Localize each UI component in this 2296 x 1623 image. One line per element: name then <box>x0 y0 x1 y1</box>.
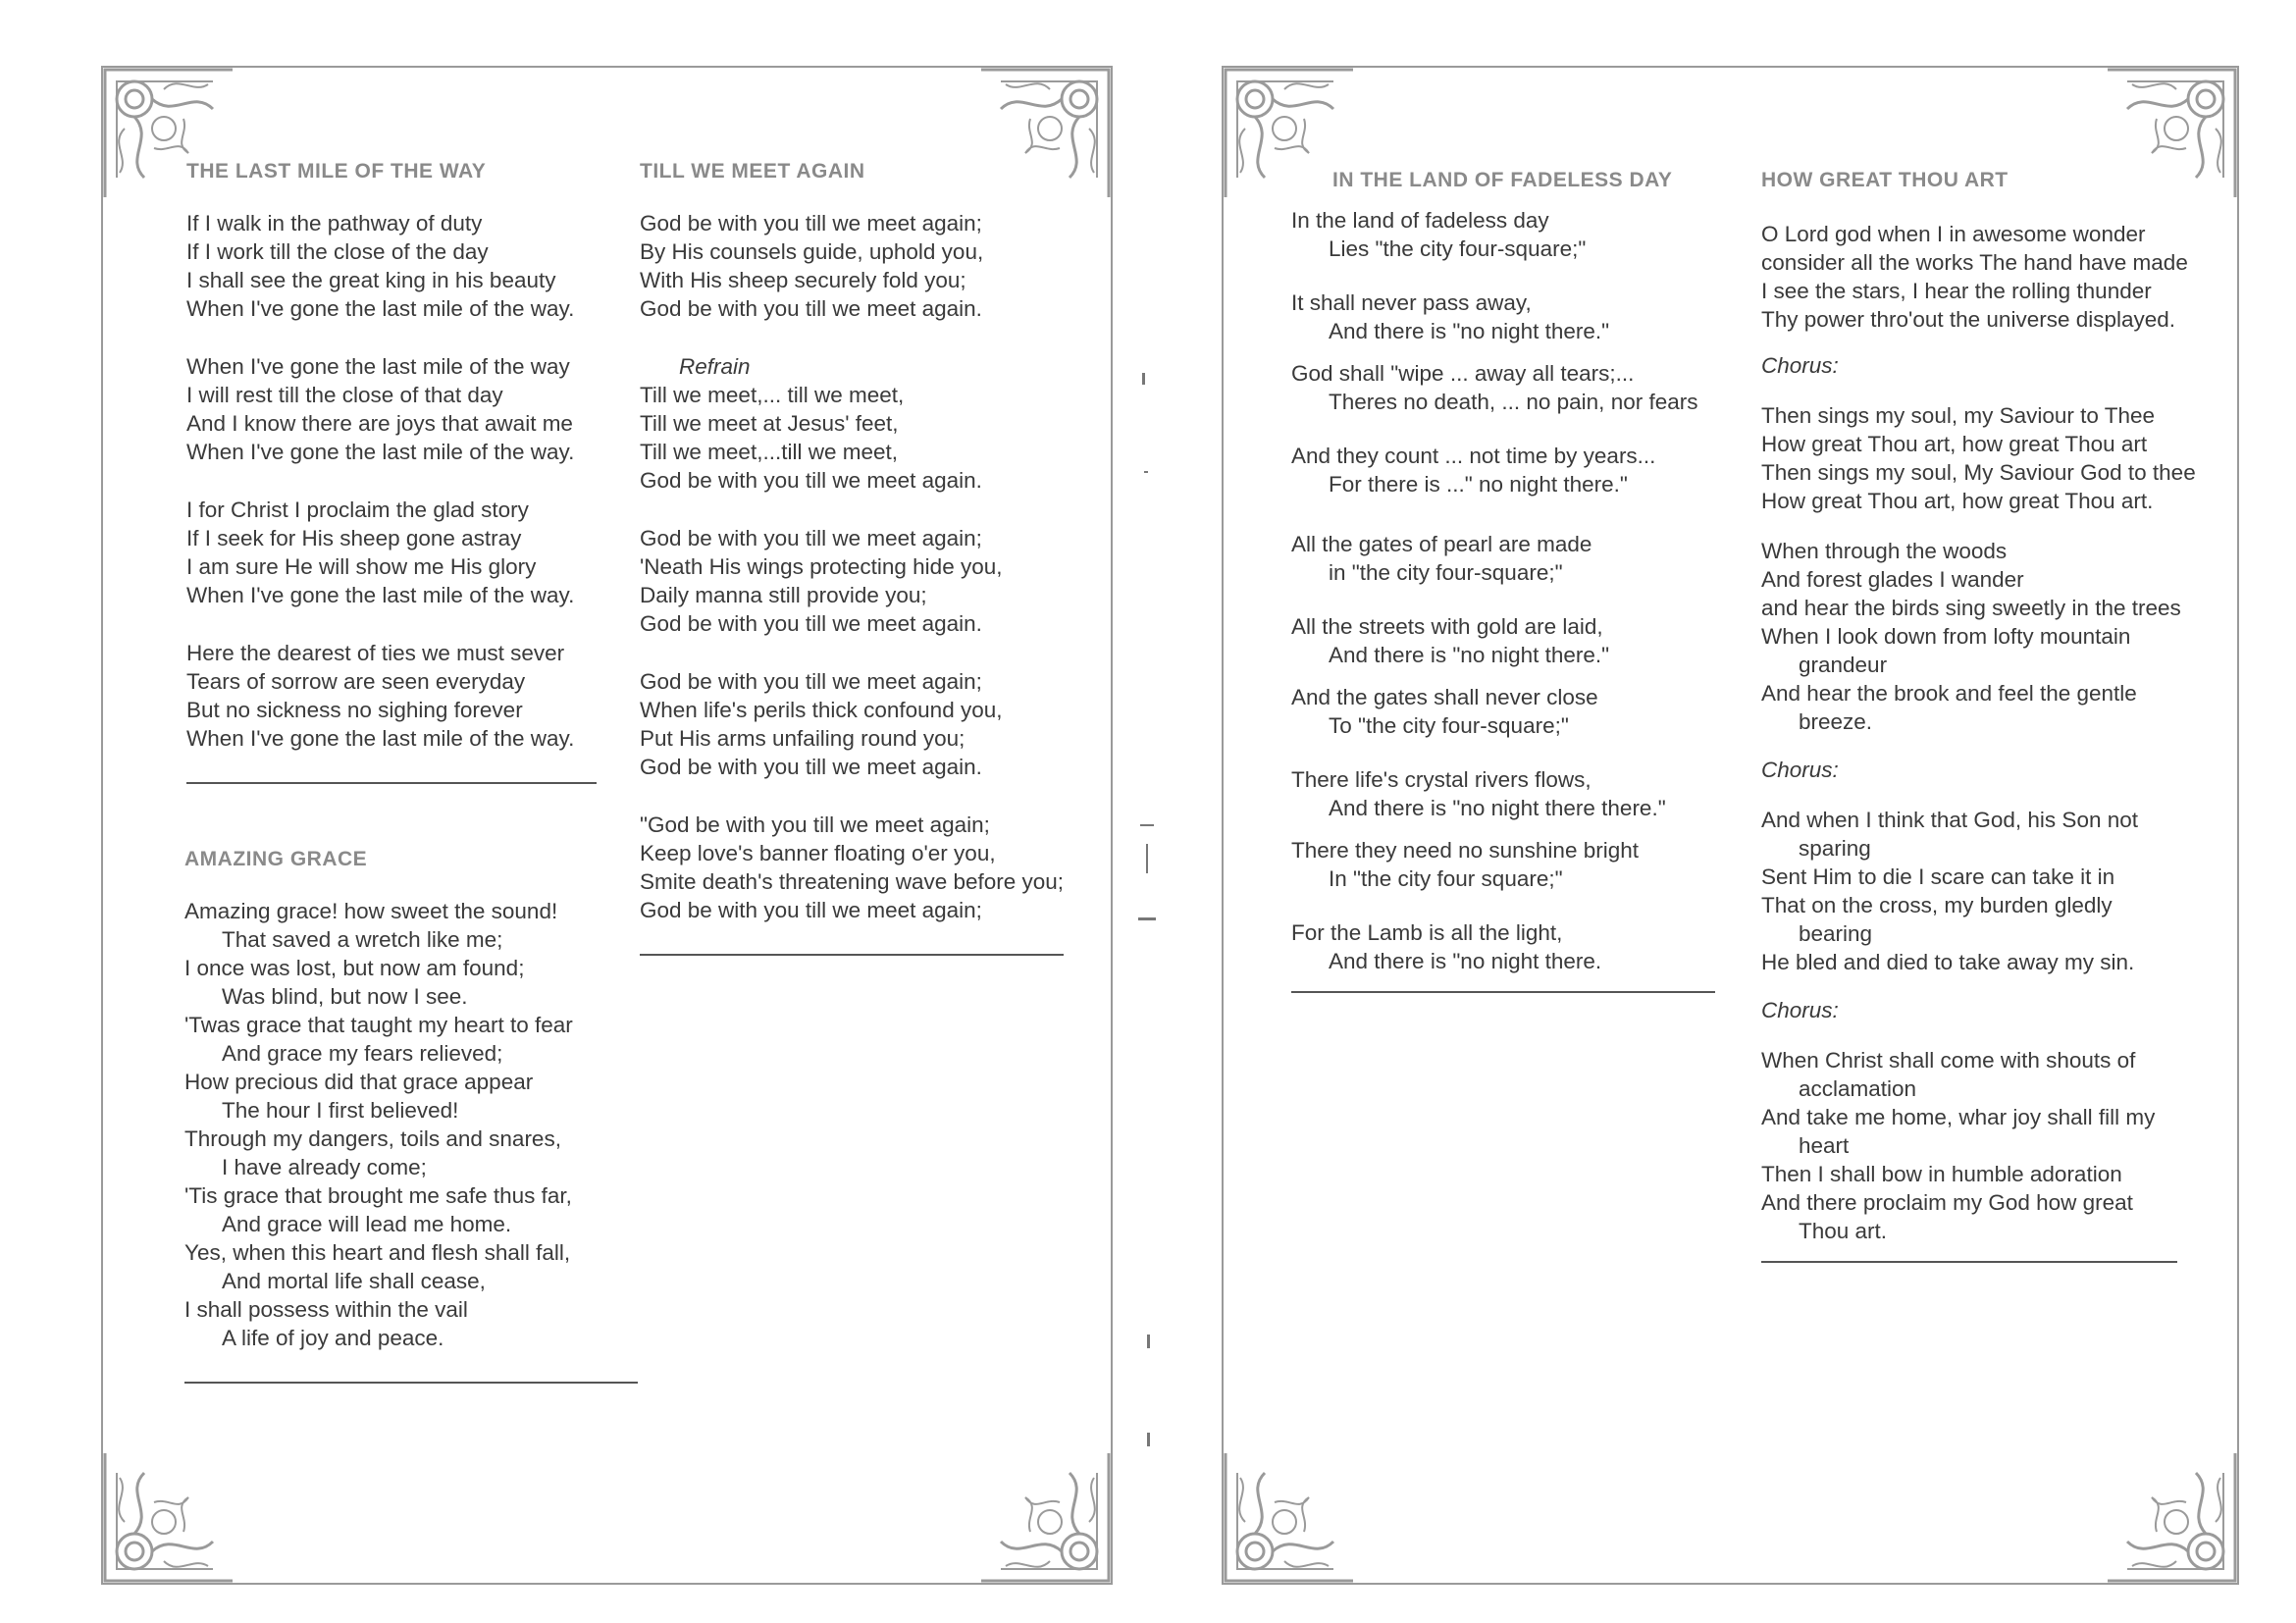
lyric-line: When I've gone the last mile of the way <box>186 354 570 379</box>
stanza <box>1291 836 1713 893</box>
lyric-line: And the gates shall never close <box>1291 685 1598 709</box>
stanza <box>1761 220 2203 334</box>
lyric-line: 'Twas grace that taught my heart to fear <box>184 1013 573 1037</box>
corner-ornament-icon <box>2098 1443 2245 1591</box>
lyric-line: God be with you till we meet again. <box>640 468 982 493</box>
hymn-till-we-meet <box>640 160 1064 956</box>
lyric-line: If I work till the close of the day <box>186 239 489 264</box>
lyric-line: When Christ shall come with shouts of <box>1761 1048 2136 1073</box>
lyric-line: in "the city four-square;" <box>1329 560 1563 585</box>
lyric-line: and hear the birds sing sweetly in the trees <box>1761 596 2181 620</box>
lyric-line: God be with you till we meet again; <box>640 211 982 236</box>
stanza <box>186 496 597 609</box>
lyric-line: Put His arms unfailing round you; <box>640 726 965 751</box>
lyric-line: Sent Him to die I scare can take it in <box>1761 864 2115 889</box>
lyric-line: When I've gone the last mile of the way. <box>186 296 575 321</box>
stanza <box>640 667 1064 781</box>
lyric-line: When I've gone the last mile of the way. <box>186 583 575 607</box>
divider <box>184 1382 638 1384</box>
lyric-line: When I've gone the last mile of the way. <box>186 726 575 751</box>
lyric-line: Keep love's banner floating o'er you, <box>640 841 996 865</box>
lyric-line: Daily manna still provide you; <box>640 583 927 607</box>
hymn-title: AMAZING GRACE <box>184 848 368 870</box>
lyric-line: For the Lamb is all the light, <box>1291 920 1563 945</box>
lyric-line: I see the stars, I hear the rolling thunder <box>1761 279 2152 303</box>
stanza <box>1761 806 2203 976</box>
lyric-line: All the gates of pearl are made <box>1291 532 1592 556</box>
lyric-line: It shall never pass away, <box>1291 290 1532 315</box>
lyric-line: When I've gone the last mile of the way. <box>186 440 575 464</box>
lyric-line: O Lord god when I in awesome wonder <box>1761 222 2146 246</box>
lyric-line: God be with you till we meet again; <box>640 526 982 550</box>
lyric-line: Till we meet,...till we meet, <box>640 440 898 464</box>
corner-ornament-icon <box>971 1443 1119 1591</box>
lyric-line: 'Tis grace that brought me safe thus far, <box>184 1183 572 1208</box>
lyric-line: Thy power thro'out the universe displayed. <box>1761 307 2176 332</box>
stanza <box>1761 1046 2203 1245</box>
hymn-title: TILL WE MEET AGAIN <box>640 160 865 183</box>
lyric-line: A life of joy and peace. <box>222 1326 444 1350</box>
chorus <box>1761 401 2203 515</box>
lyric-line: And hear the brook and feel the gentle <box>1761 681 2137 706</box>
stanza <box>1761 537 2203 736</box>
lyric-line: And grace will lead me home. <box>222 1212 512 1236</box>
divider <box>640 954 1064 956</box>
hymn-fadeless-day <box>1291 169 1713 993</box>
lyric-line: And I know there are joys that await me <box>186 411 573 436</box>
stanza <box>186 209 597 323</box>
hymn-amazing-grace <box>184 848 632 1384</box>
lyric-line: The hour I first believed! <box>222 1098 459 1123</box>
lyric-line: And forest glades I wander <box>1761 567 2024 592</box>
hymn-title: IN THE LAND OF FADELESS DAY <box>1332 169 1673 191</box>
stanza <box>1291 359 1713 416</box>
lyric-line: sparing <box>1799 836 1871 861</box>
lyric-line: When life's perils thick confound you, <box>640 698 1003 722</box>
lyric-line: In "the city four square;" <box>1329 866 1563 891</box>
lyric-line: acclamation <box>1799 1076 1917 1101</box>
lyric-line: Through my dangers, toils and snares, <box>184 1126 561 1151</box>
lyric-line: I shall possess within the vail <box>184 1297 468 1322</box>
lyric-line: And take me home, whar joy shall fill my <box>1761 1105 2156 1129</box>
lyric-line: And there is "no night there." <box>1329 319 1610 343</box>
lyric-line: heart <box>1799 1133 1850 1158</box>
lyric-line: To "the city four-square;" <box>1329 713 1569 738</box>
lyric-line: There they need no sunshine bright <box>1291 838 1639 863</box>
lyric-line: God be with you till we meet again. <box>640 611 982 636</box>
lyric-line: Then I shall bow in humble adoration <box>1761 1162 2122 1186</box>
lyric-line: "God be with you till we meet again; <box>640 812 990 837</box>
lyric-line: And mortal life shall cease, <box>222 1269 486 1293</box>
lyric-line: I for Christ I proclaim the glad story <box>186 497 529 522</box>
lyric-line: By His counsels guide, uphold you, <box>640 239 984 264</box>
lyric-line: All the streets with gold are laid, <box>1291 614 1603 639</box>
lyric-line: consider all the works The hand have made <box>1761 250 2188 275</box>
lyric-line: That saved a wretch like me; <box>222 927 503 952</box>
lyric-line: I once was lost, but now am found; <box>184 956 525 980</box>
lyric-line: Thou art. <box>1799 1219 1888 1243</box>
lyric-line: That on the cross, my burden gledly <box>1761 893 2113 917</box>
refrain <box>640 352 1064 495</box>
lyric-line: And there is "no night there. <box>1329 949 1602 973</box>
stanza <box>186 352 597 466</box>
lyric-line: Yes, when this heart and flesh shall fall, <box>184 1240 571 1265</box>
stanza <box>1291 918 1713 975</box>
stanza <box>640 524 1064 638</box>
lyric-line: Tears of sorrow are seen everyday <box>186 669 526 694</box>
chorus-label: Chorus: <box>1761 758 1839 782</box>
lyric-line: How precious did that grace appear <box>184 1070 534 1094</box>
stanza <box>1291 765 1713 822</box>
lyric-line: I shall see the great king in his beauty <box>186 268 556 292</box>
divider <box>1291 991 1715 993</box>
stanza <box>1291 612 1713 669</box>
stanza <box>1291 683 1713 740</box>
lyric-line: In the land of fadeless day <box>1291 208 1549 233</box>
lyric-line: And there is "no night there." <box>1329 643 1610 667</box>
hymn-title: HOW GREAT THOU ART <box>1761 169 2009 191</box>
hymn-last-mile <box>186 160 597 784</box>
lyric-line: God be with you till we meet again. <box>640 296 982 321</box>
lyric-line: 'Neath His wings protecting hide you, <box>640 554 1003 579</box>
chorus-label: Chorus: <box>1761 353 1839 378</box>
lyric-line: I will rest till the close of that day <box>186 383 503 407</box>
lyric-line: God be with you till we meet again; <box>640 669 982 694</box>
lyric-line: Lies "the city four-square;" <box>1329 236 1587 261</box>
lyric-line: And there proclaim my God how great <box>1761 1190 2133 1215</box>
stanza <box>1291 206 1713 263</box>
lyric-line: And they count ... not time by years... <box>1291 444 1656 468</box>
stanza <box>1291 442 1713 498</box>
lyric-line: Was blind, but now I see. <box>222 984 468 1009</box>
lyric-line: How great Thou art, how great Thou art. <box>1761 489 2154 513</box>
hymn-how-great <box>1761 169 2203 1263</box>
lyric-line: How great Thou art, how great Thou art <box>1761 432 2148 456</box>
corner-ornament-icon <box>1216 1443 1363 1591</box>
refrain-label: Refrain <box>679 354 751 379</box>
lyric-line: Then sings my soul, My Saviour God to thee <box>1761 460 2196 485</box>
lyric-line: I am sure He will show me His glory <box>186 554 537 579</box>
stanza <box>1291 288 1713 345</box>
corner-ornament-icon <box>95 1443 242 1591</box>
lyric-line: bearing <box>1799 921 1873 946</box>
lyric-line: Here the dearest of ties we must sever <box>186 641 565 665</box>
lyric-line: breeze. <box>1799 709 1873 734</box>
lyric-line: But no sickness no sighing forever <box>186 698 523 722</box>
lyric-line: If I seek for His sheep gone astray <box>186 526 522 550</box>
divider <box>1761 1261 2177 1263</box>
divider <box>186 782 597 784</box>
lyric-line: Theres no death, ... no pain, nor fears <box>1329 390 1698 414</box>
stanza <box>640 811 1064 924</box>
lyric-line: He bled and died to take away my sin. <box>1761 950 2135 974</box>
lyric-line: When I look down from lofty mountain <box>1761 624 2131 649</box>
lyric-line: I have already come; <box>222 1155 427 1179</box>
hymn-title: THE LAST MILE OF THE WAY <box>186 160 487 183</box>
lyric-line: And there is "no night there there." <box>1329 796 1666 820</box>
lyric-line: If I walk in the pathway of duty <box>186 211 483 236</box>
stanza <box>186 639 597 753</box>
lyric-line: There life's crystal rivers flows, <box>1291 767 1592 792</box>
lyric-line: God be with you till we meet again. <box>640 755 982 779</box>
lyric-line: Till we meet at Jesus' feet, <box>640 411 899 436</box>
stanza <box>640 209 1064 323</box>
lyric-line: With His sheep securely fold you; <box>640 268 966 292</box>
lyric-line: grandeur <box>1799 653 1888 677</box>
lyric-line: And grace my fears relieved; <box>222 1041 503 1066</box>
chorus-label: Chorus: <box>1761 998 1839 1022</box>
lyric-line: For there is ..." no night there." <box>1329 472 1628 497</box>
lyric-line: Smite death's threatening wave before you; <box>640 869 1065 894</box>
stanza <box>1291 530 1713 587</box>
lyric-line: Till we meet,... till we meet, <box>640 383 905 407</box>
lyric-line: When through the woods <box>1761 539 2008 563</box>
lyric-line: Then sings my soul, my Saviour to Thee <box>1761 403 2156 428</box>
lyric-line: God be with you till we meet again; <box>640 898 982 922</box>
lyric-line: And when I think that God, his Son not <box>1761 808 2138 832</box>
lyric-line: God shall "wipe ... away all tears;... <box>1291 361 1635 386</box>
lyric-line: Amazing grace! how sweet the sound! <box>184 899 558 923</box>
scan-artifacts <box>1138 363 1158 1246</box>
stanza <box>184 897 632 1352</box>
